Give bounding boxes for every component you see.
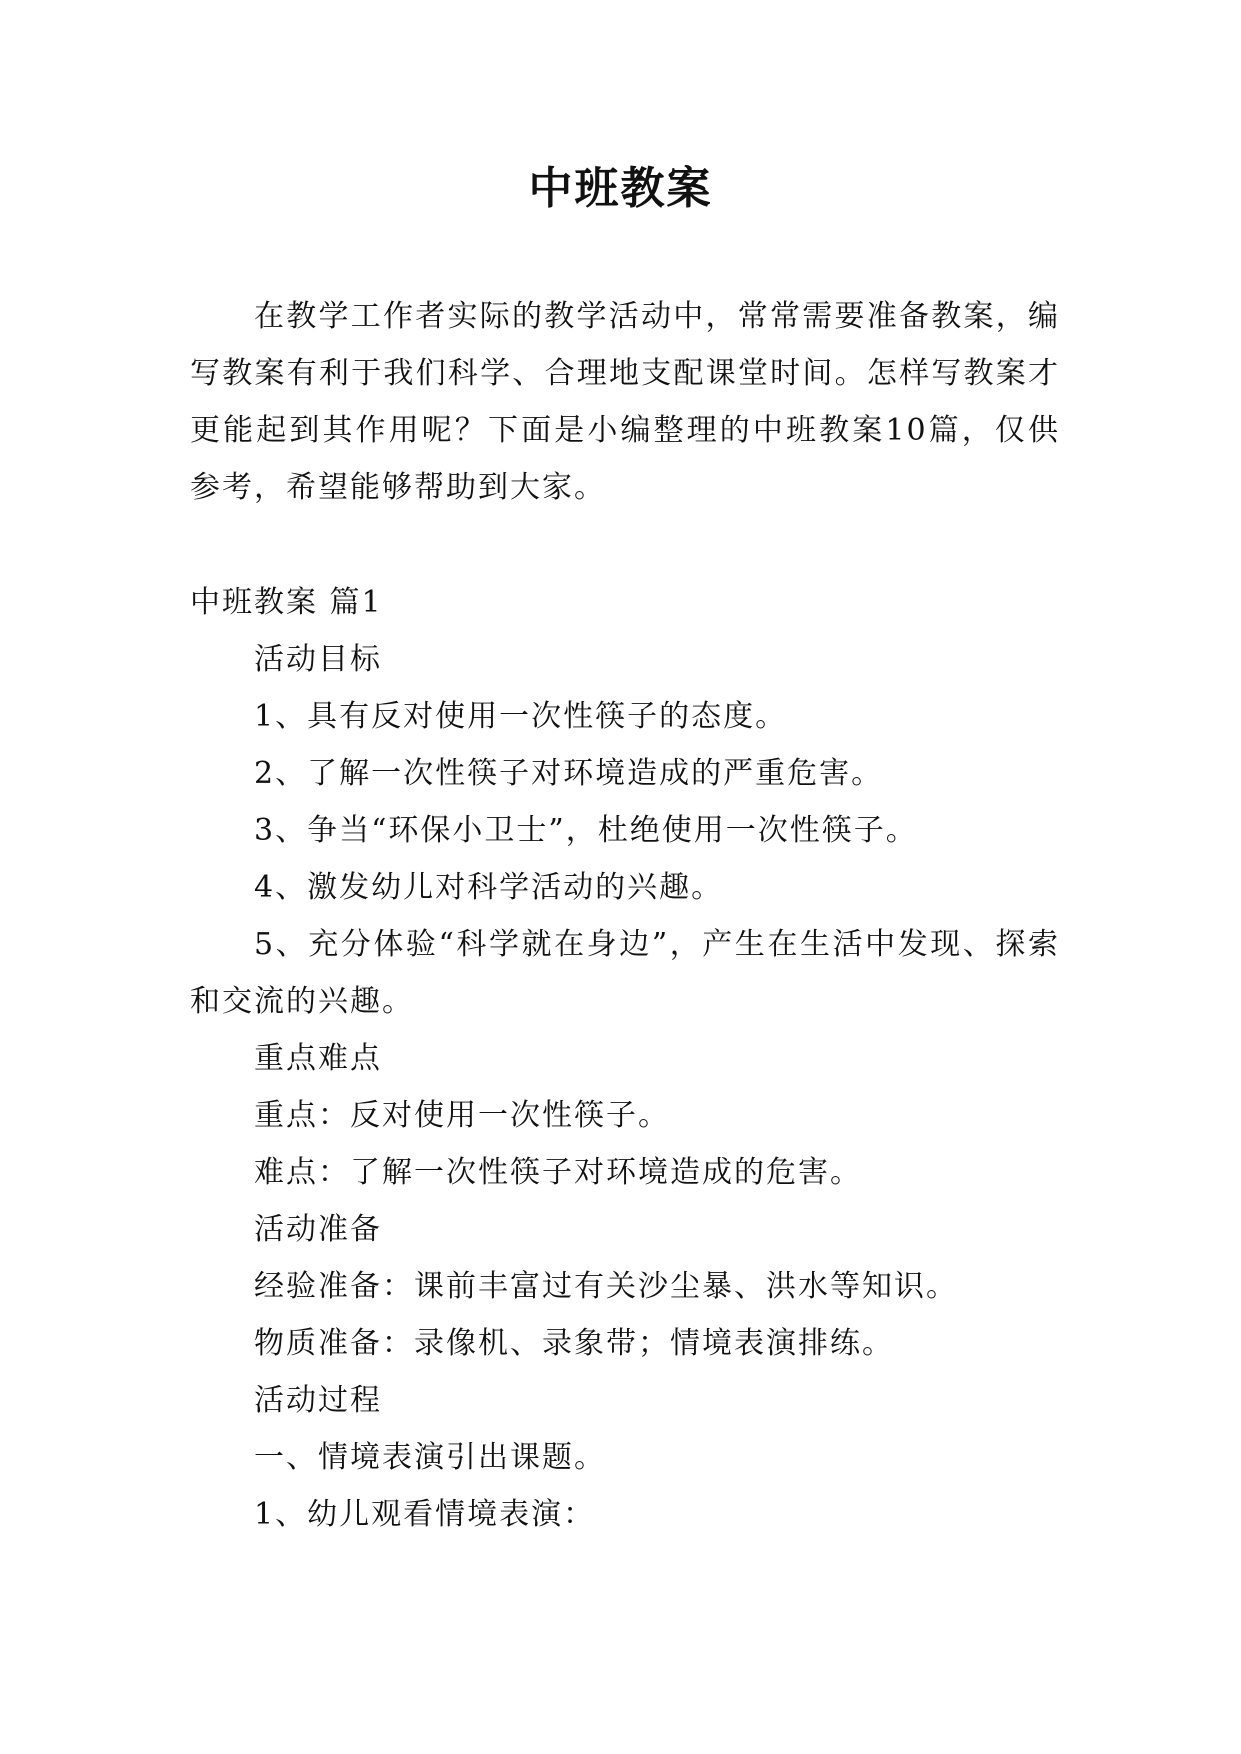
goal-item-3: 3、争当“环保小卫士”，杜绝使用一次性筷子。 [254,813,918,848]
heading-preparation: 活动准备 [254,1212,382,1247]
heading-activity-goals: 活动目标 [254,642,382,677]
document-title: 中班教案 [528,163,713,214]
key-point: 重点：反对使用一次性筷子。 [254,1098,670,1133]
difficult-point: 难点：了解一次性筷子对环境造成的危害。 [254,1155,862,1190]
process-step-1: 一、情境表演引出课题。 [254,1440,606,1475]
document-body [190,288,1060,1543]
heading-key-points: 重点难点 [254,1041,382,1076]
intro-paragraph: 在教学工作者实际的教学活动中，常常需要准备教案，编写教案有利于我们科学、合理地支配课堂时间。怎样写教案才更能起到其作用呢？下面是小编整理的中班教案10篇，仅供参考，希望能够帮助到大家。 [190,299,1060,505]
experience-preparation: 经验准备：课前丰富过有关沙尘暴、洪水等知识。 [254,1269,958,1304]
heading-process: 活动过程 [254,1383,382,1418]
goal-item-5: 5、充分体验“科学就在身边”，产生在生活中发现、探索和交流的兴趣。 [190,927,1060,1019]
material-preparation: 物质准备：录像机、录象带；情境表演排练。 [254,1326,894,1361]
goal-item-1: 1、具有反对使用一次性筷子的态度。 [254,699,788,734]
process-substep-1: 1、幼儿观看情境表演： [254,1497,596,1532]
section-title: 中班教案 篇1 [190,585,383,620]
goal-item-4: 4、激发幼儿对科学活动的兴趣。 [254,870,724,905]
goal-item-2: 2、了解一次性筷子对环境造成的严重危害。 [254,756,884,791]
